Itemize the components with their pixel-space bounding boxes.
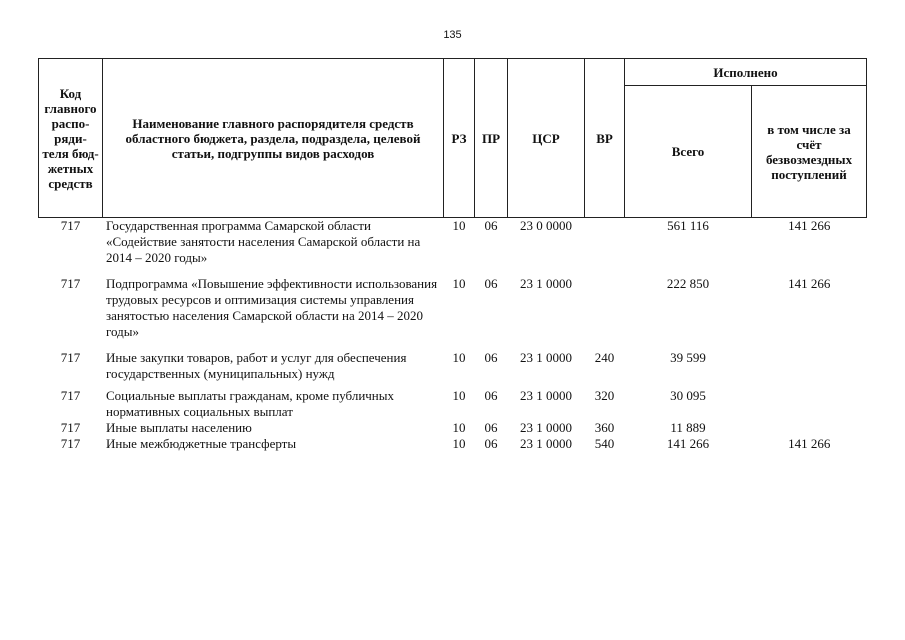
cell-free <box>752 388 867 420</box>
cell-csr: 23 1 0000 <box>520 388 572 403</box>
header-code <box>39 59 103 218</box>
header-executed: Исполнено <box>625 59 867 86</box>
table-row <box>39 436 867 452</box>
header-code-label: Код главного распо-ряди-теля бюд-жетных средств <box>42 85 99 191</box>
cell-total: 30 095 <box>670 388 706 403</box>
budget-execution-table <box>38 58 867 452</box>
cell-pr: 06 <box>484 388 498 403</box>
cell-pr: 06 <box>484 276 498 291</box>
cell-vr: 320 <box>594 388 615 403</box>
cell-vr: 540 <box>594 436 615 451</box>
cell-code: 717 <box>60 276 81 291</box>
cell-csr: 23 0 0000 <box>520 218 572 233</box>
header-vr: ВР <box>585 59 625 218</box>
header-pr: ПР <box>475 59 508 218</box>
row-spacer <box>39 266 867 276</box>
cell-name: Государственная программа Самарской области «Содействие занятости населения Самарской области на 2014 – 2020 годы» <box>106 218 421 265</box>
page-number: 135 <box>443 29 462 41</box>
header-name-label: Наименование главного распорядителя средств областного бюджета, раздела, подраздела, целевой статьи, подгруппы видов расходов <box>125 115 421 161</box>
cell-free: 141 266 <box>788 276 831 291</box>
cell-total: 561 116 <box>667 218 709 233</box>
header-free: в том числе за счёт безвозмездных поступлений <box>752 86 867 218</box>
cell-vr <box>585 218 625 267</box>
cell-free <box>752 350 867 382</box>
cell-name: Иные выплаты населению <box>106 420 252 435</box>
cell-free: 141 266 <box>788 436 831 451</box>
cell-total: 11 889 <box>670 420 706 435</box>
cell-name: Социальные выплаты гражданам, кроме публичных нормативных социальных выплат <box>106 388 394 419</box>
cell-code: 717 <box>60 436 81 451</box>
table-row <box>39 276 867 340</box>
cell-total: 222 850 <box>666 276 710 291</box>
cell-name: Подпрограмма «Повышение эффективности использования трудовых ресурсов и оптимизация системы управления занятостью населения Самарской области на 2014 – 2020 годы» <box>106 276 438 339</box>
cell-vr: 360 <box>594 420 615 435</box>
cell-rz: 10 <box>452 420 466 435</box>
header-csr: ЦСР <box>508 59 585 218</box>
table-row <box>39 388 867 420</box>
cell-code: 717 <box>60 420 81 435</box>
header-total: Всего <box>625 86 752 218</box>
cell-vr <box>585 276 625 340</box>
cell-rz: 10 <box>452 218 466 233</box>
cell-pr: 06 <box>484 436 498 451</box>
table-header <box>39 59 867 218</box>
cell-vr: 240 <box>594 350 615 365</box>
table-body <box>39 218 867 453</box>
cell-name: Иные закупки товаров, работ и услуг для обеспечения государственных (муниципальных) нужд <box>106 350 407 381</box>
cell-rz: 10 <box>452 350 466 365</box>
cell-csr: 23 1 0000 <box>520 436 572 451</box>
table-row <box>39 350 867 382</box>
cell-pr: 06 <box>484 218 498 233</box>
cell-code: 717 <box>60 350 81 365</box>
row-spacer <box>39 340 867 350</box>
header-name <box>103 59 444 218</box>
table-row <box>39 420 867 436</box>
cell-rz: 10 <box>452 436 466 451</box>
cell-csr: 23 1 0000 <box>520 276 572 291</box>
cell-total: 141 266 <box>666 436 710 451</box>
cell-csr: 23 1 0000 <box>520 350 572 365</box>
cell-rz: 10 <box>452 388 466 403</box>
cell-code: 717 <box>60 388 81 403</box>
cell-name: Иные межбюджетные трансферты <box>106 436 297 451</box>
header-rz: РЗ <box>444 59 475 218</box>
cell-free <box>752 420 867 436</box>
cell-pr: 06 <box>484 420 498 435</box>
cell-total: 39 599 <box>670 350 706 365</box>
cell-pr: 06 <box>484 350 498 365</box>
cell-code: 717 <box>60 218 81 233</box>
cell-free: 141 266 <box>788 218 831 233</box>
cell-csr: 23 1 0000 <box>520 420 572 435</box>
table-row <box>39 218 867 267</box>
cell-rz: 10 <box>452 276 466 291</box>
